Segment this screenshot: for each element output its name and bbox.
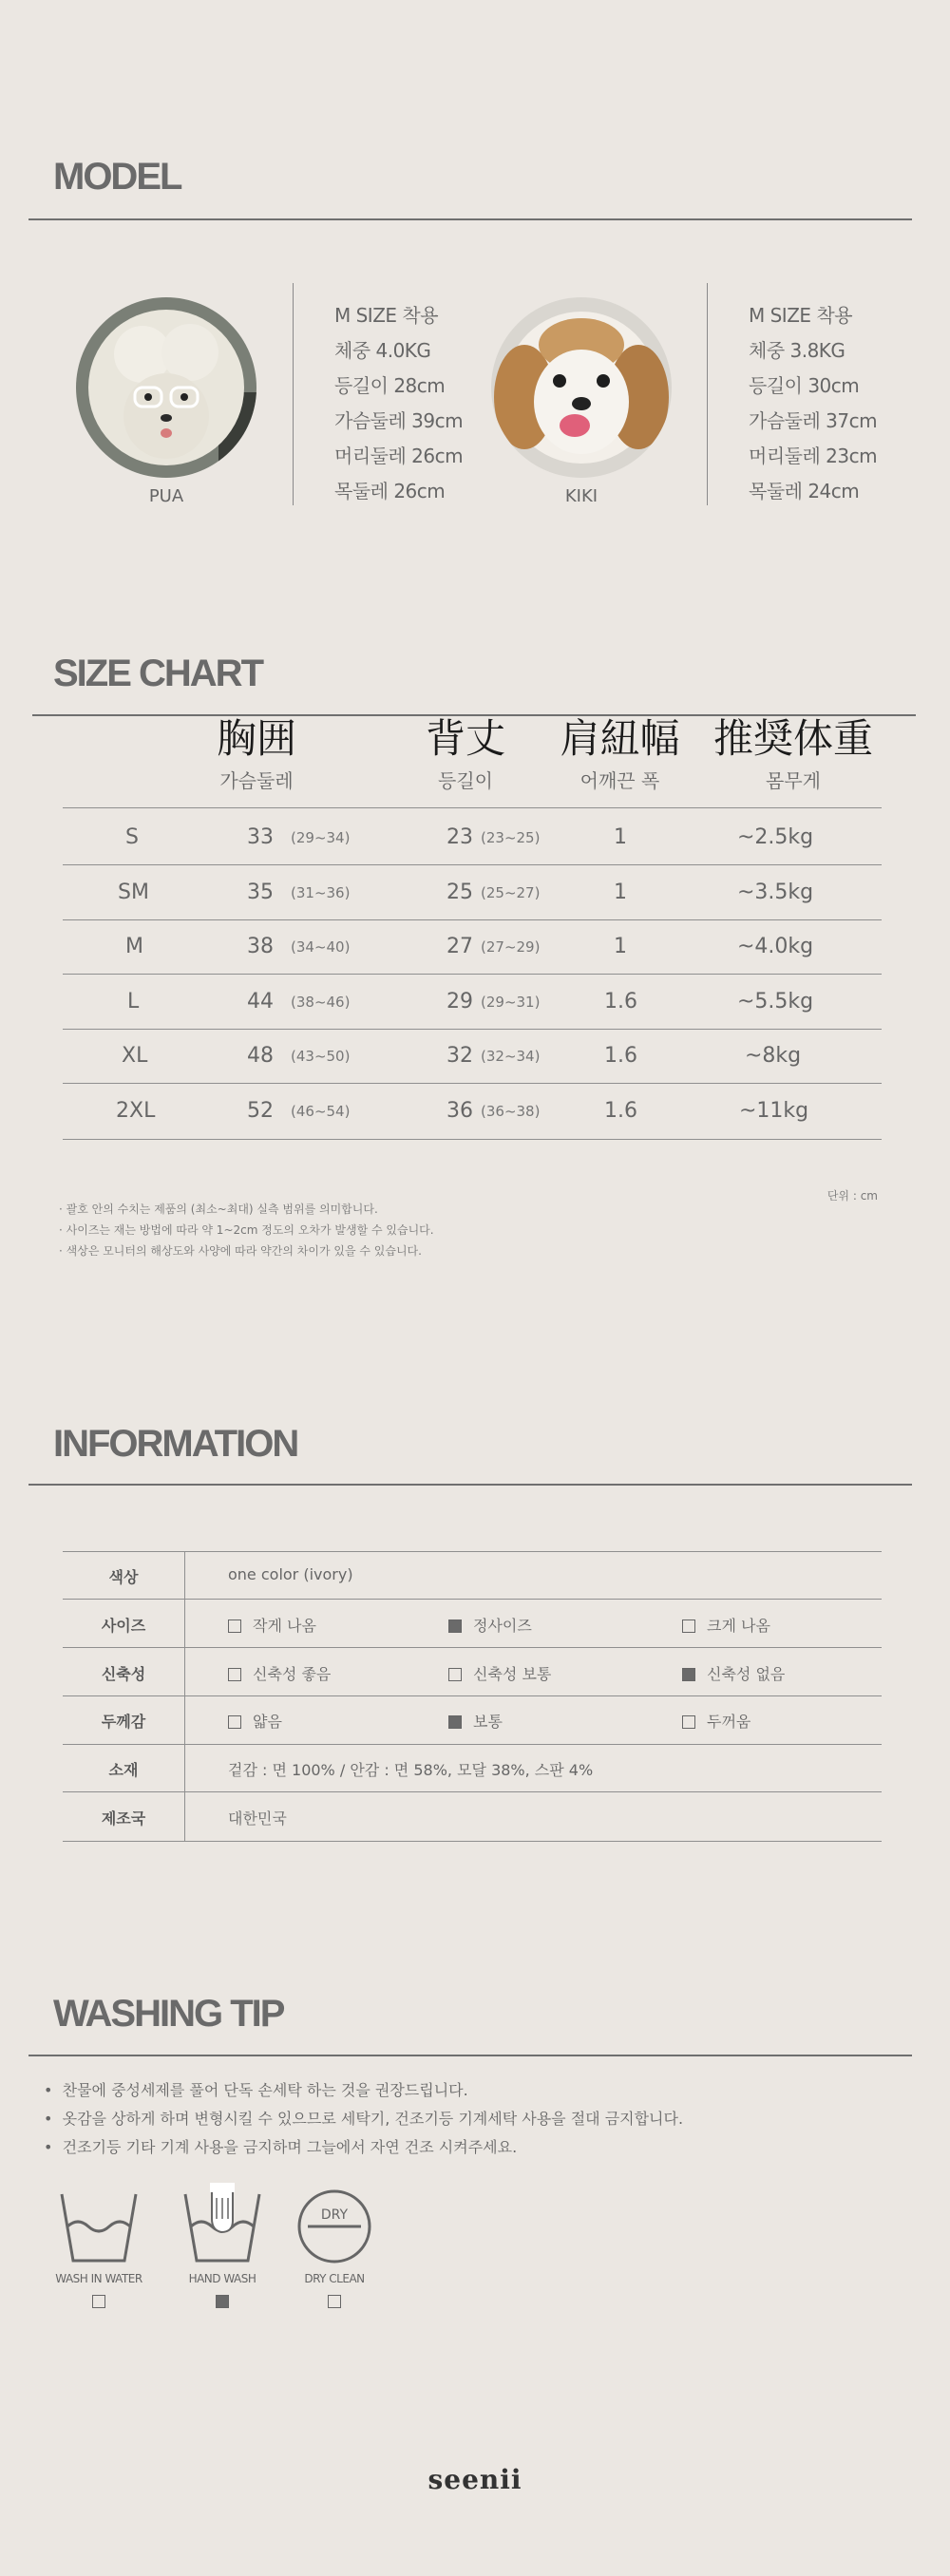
chest-range: (38~46) (291, 994, 351, 1011)
strap-value: 1 (614, 825, 627, 849)
checkbox-icon (682, 1715, 695, 1729)
back-range: (27~29) (481, 938, 541, 956)
wash-label: DRY CLEAN (304, 2272, 365, 2285)
model-photo-kiki (491, 297, 672, 478)
wash-in-water (51, 2188, 146, 2308)
weight-value: ~3.5kg (737, 881, 814, 904)
option-stretch-good (228, 1662, 331, 1684)
model-name-pua: PUA (148, 486, 184, 506)
unit-label: 단위 : cm (826, 1189, 878, 1203)
chest-value: 38 (247, 935, 274, 958)
weight-value: ~11kg (739, 1099, 809, 1123)
option-size-regular (448, 1614, 532, 1636)
header-strap-kr: 어깨끈 폭 (580, 769, 660, 792)
weight-value: ~4.0kg (737, 935, 814, 958)
weight-value: ~2.5kg (737, 825, 814, 849)
option-label: 작게 나옴 (253, 1617, 316, 1635)
model-divider (28, 218, 912, 220)
chest-range: (29~34) (291, 829, 351, 846)
header-chest (171, 714, 342, 793)
checkbox-icon (228, 1668, 241, 1681)
checkbox-icon (328, 2295, 341, 2308)
option-label: 보통 (473, 1713, 503, 1731)
information-title: INFORMATION (53, 1423, 298, 1465)
header-back-jp: 背丈 (425, 715, 505, 762)
washing-divider (28, 2055, 912, 2056)
back-value: 29 (446, 990, 473, 1013)
size-row-l (63, 975, 882, 1029)
back-range: (32~34) (481, 1048, 541, 1065)
size-label: L (127, 990, 140, 1013)
size-label: M (125, 935, 143, 958)
spec-line: 가슴둘레 39cm (334, 409, 464, 432)
wash-tub-icon (56, 2188, 142, 2266)
option-label: 신축성 좋음 (253, 1665, 332, 1683)
checkbox-checked-icon (448, 1715, 462, 1729)
chest-value: 35 (247, 881, 274, 904)
back-range: (25~27) (481, 884, 541, 901)
model-specs-pua (334, 298, 463, 509)
size-row-s (63, 810, 882, 864)
tip-text: 건조기등 기타 기계 사용을 금지하며 그늘에서 자연 건조 시켜주세요. (62, 2138, 518, 2156)
info-line (63, 1744, 882, 1745)
info-label-color: 색상 (108, 1568, 139, 1586)
strap-value: 1 (614, 935, 627, 958)
hand-wash-icon (180, 2181, 265, 2266)
wash-label: WASH IN WATER (55, 2272, 142, 2285)
checkbox-icon (228, 1715, 241, 1729)
info-value-origin: 대한민국 (228, 1809, 287, 1828)
spec-line: M SIZE 착용 (749, 304, 853, 327)
spec-line: M SIZE 착용 (334, 304, 439, 327)
info-line (63, 1551, 882, 1552)
chest-range: (43~50) (291, 1048, 351, 1065)
back-range: (36~38) (481, 1103, 541, 1120)
chest-value: 44 (247, 990, 274, 1013)
header-weight-kr: 몸무게 (766, 769, 821, 792)
size-chart-title: SIZE CHART (53, 653, 262, 694)
checkbox-icon (92, 2295, 105, 2308)
option-label: 신축성 없음 (707, 1665, 786, 1683)
model-title: MODEL (53, 156, 181, 198)
info-line (63, 1791, 882, 1792)
chest-value: 33 (247, 825, 274, 849)
chest-value: 52 (247, 1099, 274, 1123)
size-label: SM (118, 881, 149, 904)
tip-line: • 찬물에 중성세제를 풀어 단독 손세탁 하는 것을 권장드립니다. (44, 2081, 468, 2099)
chest-range: (34~40) (291, 938, 351, 956)
option-label: 정사이즈 (473, 1617, 532, 1635)
table-line (63, 807, 882, 808)
size-row-2xl (63, 1084, 882, 1138)
option-stretch-normal (448, 1662, 551, 1684)
checkbox-icon (448, 1668, 462, 1681)
back-value: 32 (446, 1044, 473, 1068)
spec-line: 목둘레 24cm (749, 480, 860, 502)
info-vertical-line (184, 1551, 185, 1842)
back-value: 36 (446, 1099, 473, 1123)
model-vertical-divider (293, 283, 294, 505)
info-value-material: 겉감 : 면 100% / 안감 : 면 58%, 모달 38%, 스판 4% (228, 1761, 594, 1779)
tip-line: • 옷감을 상하게 하며 변형시킬 수 있으므로 세탁기, 건조기등 기계세탁 사용을 절대 금지합니다. (44, 2110, 684, 2128)
checkbox-checked-icon (682, 1668, 695, 1681)
back-value: 27 (446, 935, 473, 958)
information-divider (28, 1484, 912, 1486)
hand-wash (175, 2181, 270, 2308)
size-label: XL (122, 1044, 148, 1068)
weight-value: ~5.5kg (737, 990, 814, 1013)
spec-line: 체중 4.0KG (334, 339, 431, 362)
header-weight (703, 714, 884, 793)
checkbox-icon (682, 1619, 695, 1633)
option-label: 신축성 보통 (473, 1665, 552, 1683)
wash-label: HAND WASH (188, 2272, 256, 2285)
weight-value: ~8kg (745, 1044, 802, 1068)
info-label-origin: 제조국 (101, 1809, 146, 1828)
dry-clean-icon (294, 2187, 374, 2266)
model-specs-kiki (749, 298, 877, 509)
option-thickness-thin (228, 1710, 282, 1732)
option-label: 두꺼움 (707, 1713, 751, 1731)
info-line (63, 1841, 882, 1842)
option-label: 크게 나옴 (707, 1617, 770, 1635)
back-value: 23 (446, 825, 473, 849)
spec-line: 목둘레 26cm (334, 480, 446, 502)
chest-range: (46~54) (291, 1103, 351, 1120)
note-line: · 사이즈는 재는 방법에 따라 약 1~2cm 정도의 오차가 발생할 수 있습니다. (59, 1223, 434, 1237)
header-strap-jp: 肩紐幅 (560, 715, 680, 762)
spec-line: 등길이 28cm (334, 374, 446, 397)
option-thickness-normal (448, 1710, 503, 1732)
spec-line: 체중 3.8KG (749, 339, 846, 362)
option-stretch-none (682, 1662, 785, 1684)
info-label-stretch: 신축성 (101, 1665, 146, 1683)
spec-line: 가슴둘레 37cm (749, 409, 878, 432)
option-thickness-thick (682, 1710, 750, 1732)
model-vertical-divider (707, 283, 708, 505)
header-weight-jp: 推奨体重 (712, 715, 873, 762)
note-line: · 색상은 모니터의 해상도와 사양에 따라 약간의 차이가 있을 수 있습니다. (59, 1244, 422, 1258)
strap-value: 1.6 (604, 1044, 637, 1068)
info-line (63, 1599, 882, 1600)
info-label-size: 사이즈 (101, 1617, 146, 1635)
model-photo-pua (76, 297, 256, 478)
back-range: (29~31) (481, 994, 541, 1011)
note-line: · 괄호 안의 수치는 제품의 (최소~최대) 실측 범위를 의미합니다. (59, 1203, 378, 1216)
option-size-large (682, 1614, 770, 1636)
checkbox-checked-icon (216, 2295, 229, 2308)
option-size-small (228, 1614, 316, 1636)
tip-line: • 건조기등 기타 기계 사용을 금지하며 그늘에서 자연 건조 시켜주세요. (44, 2138, 518, 2156)
dry-clean (287, 2187, 382, 2308)
tip-text: 옷감을 상하게 하며 변형시킬 수 있으므로 세탁기, 건조기등 기계세탁 사용을 절대 금지합니다. (62, 2110, 684, 2128)
header-back (380, 714, 551, 793)
back-value: 25 (446, 881, 473, 904)
strap-value: 1.6 (604, 1099, 637, 1123)
size-label: 2XL (116, 1099, 156, 1123)
brand-logo: seenii (428, 2464, 522, 2495)
washing-title: WASHING TIP (53, 1993, 284, 2035)
dry-text: DRY (320, 2207, 349, 2223)
spec-line: 머리둘레 23cm (749, 445, 878, 467)
model-name-kiki: KIKI (564, 486, 598, 506)
size-label: S (125, 825, 139, 849)
info-line (63, 1695, 882, 1696)
checkbox-checked-icon (448, 1619, 462, 1633)
washing-tips (44, 2076, 683, 2162)
strap-value: 1 (614, 881, 627, 904)
size-row-m (63, 919, 882, 974)
size-row-sm (63, 865, 882, 919)
back-range: (23~25) (481, 829, 541, 846)
info-label-material: 소재 (108, 1761, 139, 1779)
chest-value: 48 (247, 1044, 274, 1068)
header-back-kr: 등길이 (438, 769, 493, 792)
header-chest-jp: 胸囲 (216, 715, 296, 762)
option-label: 얇음 (253, 1713, 282, 1731)
strap-value: 1.6 (604, 990, 637, 1013)
tip-text: 찬물에 중성세제를 풀어 단독 손세탁 하는 것을 권장드립니다. (62, 2081, 468, 2099)
table-line (63, 1139, 882, 1140)
chest-range: (31~36) (291, 884, 351, 901)
size-row-xl (63, 1029, 882, 1083)
info-label-thickness: 두께감 (101, 1713, 146, 1731)
header-chest-kr: 가슴둘레 (219, 769, 294, 792)
spec-line: 등길이 30cm (749, 374, 860, 397)
info-line (63, 1647, 882, 1648)
spec-line: 머리둘레 26cm (334, 445, 464, 467)
checkbox-icon (228, 1619, 241, 1633)
info-value-color: one color (ivory) (228, 1565, 353, 1583)
size-notes (59, 1199, 434, 1261)
header-strap (537, 714, 703, 793)
